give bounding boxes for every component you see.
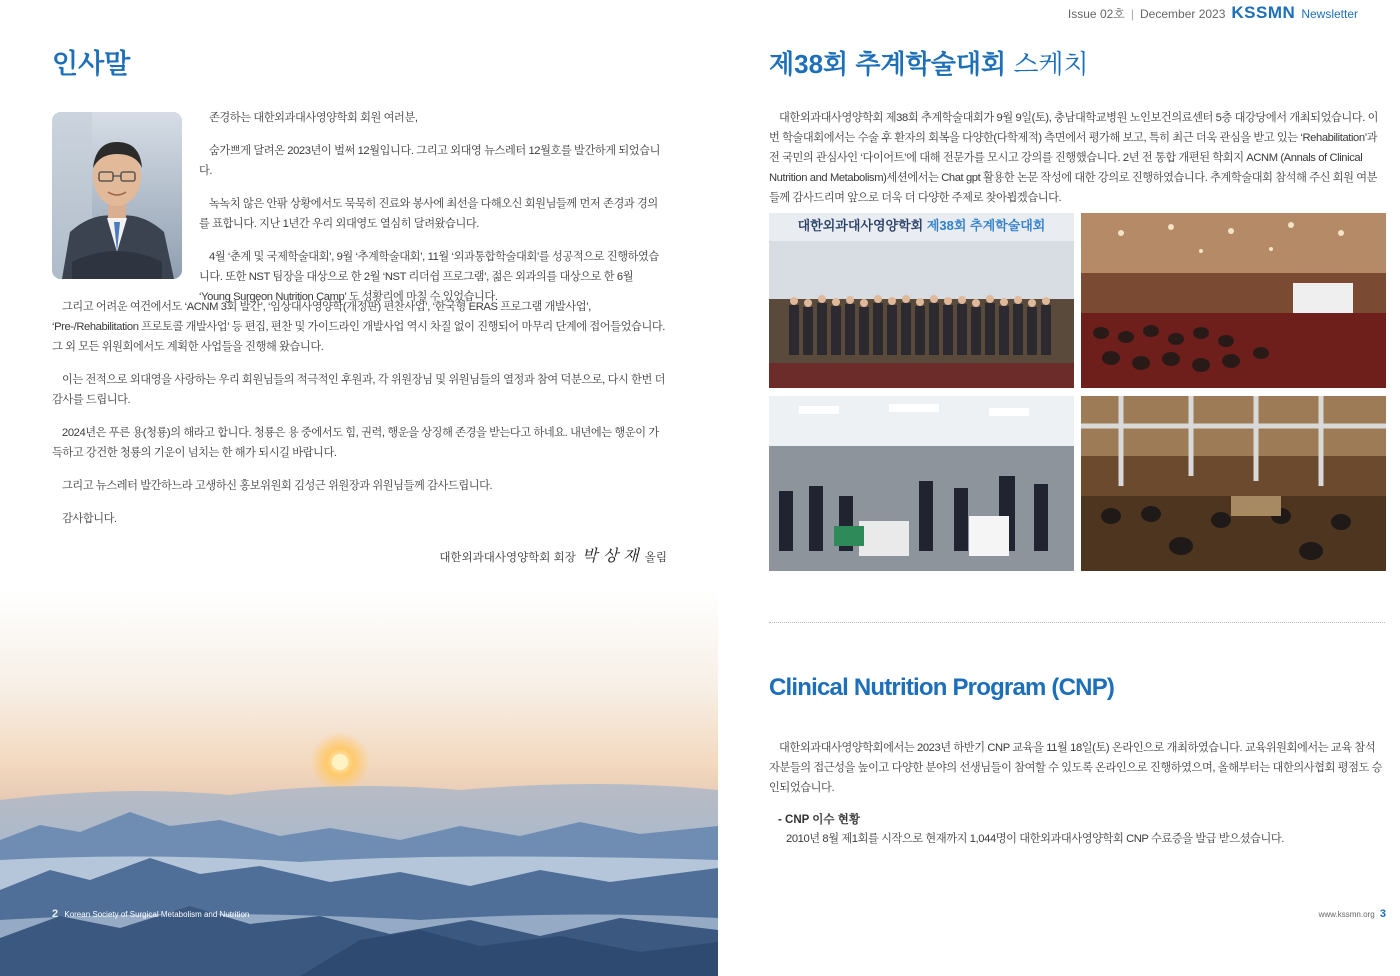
banner-society: 대한외과대사영양학회 bbox=[797, 218, 924, 233]
page-number: 3 bbox=[1379, 908, 1386, 920]
sketch-intro bbox=[769, 108, 1385, 221]
signature-prefix: 대한외과대사영양학회 회장 bbox=[439, 552, 576, 564]
greeting-paragraph: 감사합니다. bbox=[62, 513, 117, 525]
signature-line bbox=[200, 543, 667, 566]
issue-header bbox=[1068, 3, 1358, 23]
dinner-photo bbox=[1081, 396, 1386, 571]
footer-right bbox=[1319, 908, 1386, 920]
issue-number: Issue 02호 bbox=[1067, 7, 1125, 21]
header-separator: | bbox=[1130, 7, 1135, 21]
page-title-greeting: 인사말 bbox=[52, 49, 131, 79]
greeting-paragraph: 이는 전적으로 외대영을 사랑하는 우리 회원님들의 적극적인 후원과, 각 위원장님 및 위원님들의 열정과 참여 덕분으로, 다시 한번 더 감사를 드립니다. bbox=[52, 374, 666, 406]
cnp-intro bbox=[769, 738, 1385, 811]
banner-event: 제38회 추계학술대회 bbox=[926, 218, 1046, 233]
greeting-paragraph: 2024년은 푸른 용(청룡)의 해라고 합니다. 청룡은 용 중에서도 힘, 권력, 행운을 상징해 존경을 받는다고 하네요. 내년에는 행운이 가득하고 강건한 청룡의 기운이 넘치는 한 해가 되시길 바랍니다. bbox=[52, 427, 659, 459]
greeting-paragraph: 녹녹치 않은 안팎 상황에서도 묵묵히 진료와 봉사에 최선을 다해오신 회원님들께 먼저 존경과 경의를 표합니다. 지난 1년간 우리 외대영도 열심히 달려왔습니다. bbox=[199, 198, 658, 230]
cnp-paragraph: 대한외과대사영양학회에서는 2023년 하반기 CNP 교육을 11월 18일(토) 온라인으로 개최하였습니다. 교육위원회에서는 교육 참석자분들의 접근성을 높이고 다양한 분야의 선생님들이 참여할 수 있도록 온라인으로 진행하였으며, 올해부터는 대한의사협회 평점도 승인되었습니다. bbox=[769, 742, 1383, 794]
cnp-status-heading: - CNP 이수 현황 bbox=[778, 814, 860, 826]
greeting-paragraph: 숨가쁘게 달려온 2023년이 벌써 12월입니다. 그리고 외대영 뉴스레터 12월호를 발간하게 되었습니다. bbox=[199, 145, 661, 177]
group-photo bbox=[769, 213, 1074, 388]
title-bold: 제38회 추계학술대회 bbox=[769, 49, 1007, 79]
greeting-body bbox=[52, 297, 667, 542]
signature-name: 박 상 재 bbox=[582, 546, 639, 565]
brand-logo: KSSMN bbox=[1231, 3, 1296, 22]
portrait-image bbox=[52, 112, 182, 279]
greeting-intro bbox=[199, 108, 667, 320]
newsletter-label: Newsletter bbox=[1301, 7, 1358, 21]
title-thin: 스케치 bbox=[1013, 49, 1089, 79]
right-page bbox=[700, 0, 1400, 976]
greeting-paragraph: 4월 ‘춘계 및 국제학술대회’, 9월 ‘추계학술대회’, 11월 ‘외과통합학술대회’를 성공적으로 진행하였습니다. 또한 NST 팀장을 대상으로 한 2월 ‘NST 리더쉽 프로그램’, 젊은 외과의를 대상으로 한 6월 ‘Young Surgeon Nutrition Camp’ 도 성황리에 마칠 수 있었습니다. bbox=[199, 251, 659, 303]
signature-suffix: 올림 bbox=[644, 552, 667, 564]
footer-left bbox=[52, 908, 249, 920]
cnp-status-text: 2010년 8월 제1회를 시작으로 현재까지 1,044명이 대한외과대사영양학회 CNP 수료증을 발급 받으셨습니다. bbox=[786, 833, 1285, 845]
greeting-paragraph: 존경하는 대한외과대사영양학회 회원 여러분, bbox=[209, 112, 418, 124]
section-divider bbox=[769, 622, 1385, 623]
sketch-paragraph: 대한외과대사영양학회 제38회 추계학술대회가 9월 9일(토), 충남대학교병원 노인보건의료센터 5층 대강당에서 개최되었습니다. 이번 학술대회에서는 수술 후 환자의 회복을 다양한(다학제적) 측면에서 평가해 보고, 특히 최근 더욱 관심을 받고 있는 ‘Rehabilitation’과 전 국민의 관심사인 ‘다이어트’에 대해 전문가를 모시고 강의를 진행했습니다. 2년 전 통합 개편된 학회지 ACNM (Annals of Clinical Nutrition and Metabolism)세션에서는 Chat gpt 활용한 논문 작성에 대한 강의로 진행하였습니다. 추계학술대회 참석해 주신 회원 여분들께 감사드리며 앞으로 더욱 더 다양한 주제로 찾아뵙겠습니다. bbox=[769, 112, 1379, 204]
issue-date: December 2023 bbox=[1140, 7, 1226, 21]
cnp-title: Clinical Nutrition Program (CNP) bbox=[769, 674, 1115, 701]
greeting-paragraph: 그리고 뉴스레터 발간하느라 고생하신 홍보위원회 김성근 위원장과 위원님들께 감사드립니다. bbox=[62, 480, 493, 492]
president-portrait bbox=[52, 112, 182, 279]
sunrise-landscape-image bbox=[0, 590, 718, 976]
page-number: 2 bbox=[52, 908, 59, 920]
lecture-hall-photo bbox=[1081, 213, 1386, 388]
event-banner bbox=[769, 215, 1074, 234]
greeting-paragraph: 그리고 어려운 여건에서도 ‘ACNM 3회 발간’, ‘임상대사영양학(개정판) 편찬사업’, ‘한국형 ERAS 프로그램 개발사업’, ‘Pre-/Rehabilitation 프로토콜 개발사업’ 등 편집, 편찬 및 가이드라인 개발사업 역시 차질 없이 진행되어 마무리 단계에 접어들었습니다. 그 외 모든 위원회에서도 계획한 사업들을 진행해 왔습니다. bbox=[52, 301, 665, 353]
exhibition-booth-photo bbox=[769, 396, 1074, 571]
page-title-sketch bbox=[769, 44, 1089, 81]
society-name: Korean Society of Surgical Metabolism and Nutrition bbox=[64, 910, 250, 919]
site-url[interactable]: www.kssmn.org bbox=[1318, 910, 1375, 919]
